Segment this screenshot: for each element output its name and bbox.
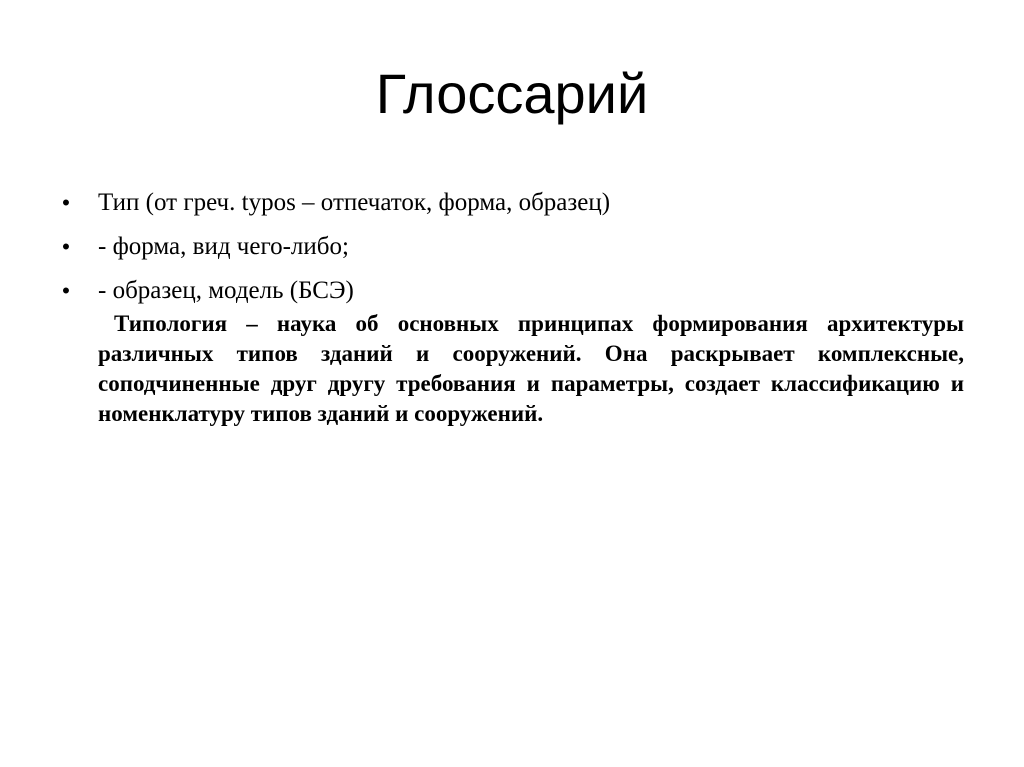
bullet-icon: •: [62, 278, 70, 303]
bullet-text: - форма, вид чего-либо;: [98, 233, 349, 260]
bullet-icon: •: [62, 190, 70, 215]
bullet-text: - образец, модель (БСЭ): [98, 277, 354, 304]
bullet-text: Тип (от греч. typos – отпечаток, форма, образец): [98, 189, 611, 216]
slide-title: Глоссарий: [375, 62, 649, 125]
typology-definition: Типология – наука об основных принципах формирования архитектуры различных типов зданий и сооружений. Она раскрывает комплексные, соподчиненные друг другу требования и параметры, создает классификацию и номенклатуру типов зданий и сооружений.: [98, 311, 964, 426]
bullet-item-type: [56, 184, 956, 228]
bullet-item-form: [56, 228, 956, 272]
bullet-icon: •: [62, 234, 70, 259]
bullet-list: [56, 184, 956, 316]
